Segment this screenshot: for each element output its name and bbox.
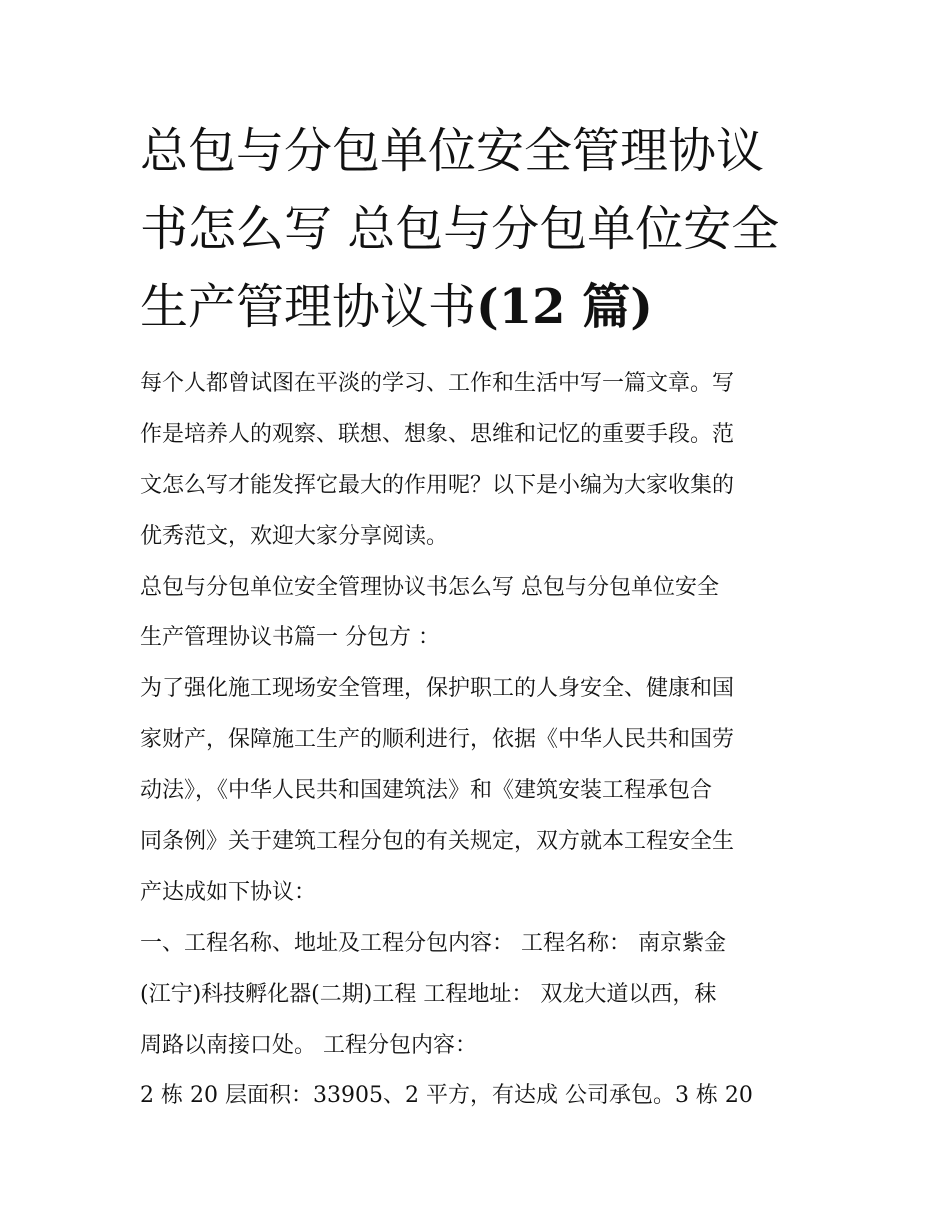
body-line: 同条例》关于建筑工程分包的有关规定，双方就本工程安全生 — [140, 829, 735, 855]
body-line: 2 栋 20 层面积：33905、2 平方，有达成 公司承包。3 栋 20 — [140, 1083, 753, 1109]
title-line: 书怎么写 总包与分包单位安全 — [140, 201, 780, 257]
body-line: 文怎么写才能发挥它最大的作用呢？以下是小编为大家收集的 — [140, 472, 735, 498]
body-line: 产达成如下协议： — [140, 879, 317, 905]
body-line: 作是培养人的观察、联想、想象、思维和记忆的重要手段。范 — [140, 421, 735, 447]
title-line — [140, 268, 820, 346]
body-line: 动法》，《中华人民共和国建筑法》和《建筑安装工程承包合 — [140, 778, 713, 804]
body-line: 家财产，保障施工生产的顺利进行，依据《中华人民共和国劳 — [140, 727, 735, 753]
title-count: (12 篇) — [476, 279, 653, 335]
body-line: 一、工程名称、地址及工程分包内容： 工程名称： 南京紫金 — [140, 930, 726, 956]
document-body — [140, 359, 820, 1122]
body-line: 生产管理协议书篇一 分包方 ： — [140, 625, 440, 651]
body-line: (江宁)科技孵化器(二期)工程 工程地址： 双龙大道以西，秣 — [140, 981, 717, 1007]
document-title — [140, 112, 820, 346]
body-line: 每个人都曾试图在平淡的学习、工作和生活中写一篇文章。写 — [140, 371, 735, 396]
body-line: 周路以南接口处。 工程分包内容： — [140, 1032, 477, 1058]
title-line: 总包与分包单位安全管理协议 — [140, 123, 765, 179]
body-line: 总包与分包单位安全管理协议书怎么写 总包与分包单位安全 — [140, 574, 719, 600]
body-line: 为了强化施工现场安全管理，保护职工的人身安全、健康和国 — [140, 676, 735, 702]
body-line: 优秀范文，欢迎大家分享阅读。 — [140, 523, 449, 549]
title-line-text: 生产管理协议书 — [140, 279, 477, 335]
